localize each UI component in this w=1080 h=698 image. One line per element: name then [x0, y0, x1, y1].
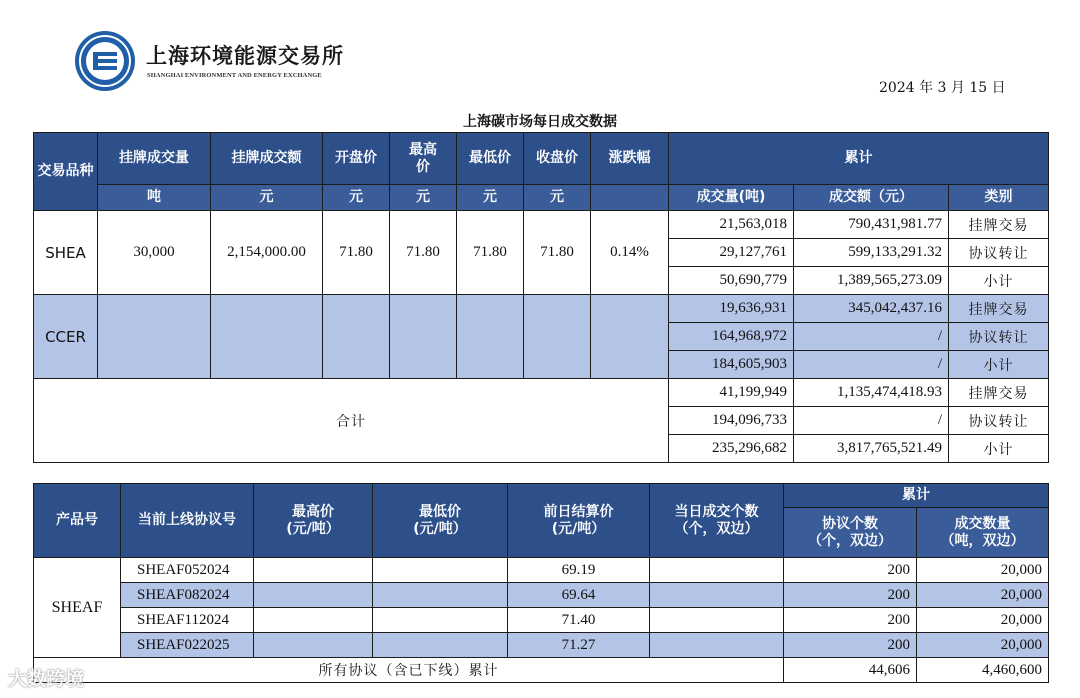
ccer-listed-volume	[98, 295, 211, 379]
cum-amount: 599,133,291.32	[794, 239, 949, 267]
cum-volume: 50,690,779	[669, 267, 794, 295]
cum-qty: 20,000	[917, 608, 1049, 633]
cum-type: 协议转让	[949, 407, 1049, 435]
ccer-open	[323, 295, 390, 379]
header-high-label: 最高价	[292, 503, 334, 520]
header-day-count	[650, 484, 784, 558]
cum-count: 200	[784, 633, 917, 658]
table-title: 上海碳市场每日成交数据	[463, 114, 617, 130]
ccer-close	[524, 295, 591, 379]
org-name: 上海环境能源交易所	[146, 43, 344, 68]
header-product-no: 产品号	[34, 484, 121, 558]
settle-price: 69.19	[508, 558, 650, 583]
futures-agreement-table	[33, 483, 1049, 683]
day-count	[650, 608, 784, 633]
header-listed-amount: 挂牌成交额	[211, 133, 323, 185]
total-cum-count: 44,606	[784, 658, 917, 683]
cum-qty: 20,000	[917, 558, 1049, 583]
header-low-label: 最低价	[419, 503, 461, 520]
header-cum-volume: 成交量(吨)	[669, 185, 794, 211]
contract-code: SHEAF052024	[121, 558, 254, 583]
shea-close: 71.80	[524, 211, 591, 295]
table-row	[34, 633, 1049, 658]
cum-type: 小计	[949, 435, 1049, 463]
header-low	[373, 484, 508, 558]
table-row	[34, 295, 1049, 323]
report-date: 2024 年 3 月 15 日	[879, 80, 1006, 96]
cum-volume: 164,968,972	[669, 323, 794, 351]
low-price	[373, 558, 508, 583]
header-cum-type: 类别	[949, 185, 1049, 211]
cum-volume: 194,096,733	[669, 407, 794, 435]
settle-price: 71.27	[508, 633, 650, 658]
low-price	[373, 583, 508, 608]
product-ccer: CCER	[34, 295, 98, 379]
cum-volume: 235,296,682	[669, 435, 794, 463]
header-high-unit: (元/吨）	[286, 520, 340, 537]
shea-open: 71.80	[323, 211, 390, 295]
cum-volume: 184,605,903	[669, 351, 794, 379]
product-shea: SHEA	[34, 211, 98, 295]
header-settle-label: 前日结算价	[543, 503, 614, 520]
header-listed-volume: 挂牌成交量	[98, 133, 211, 185]
header-cum-count-unit: （个，双边）	[808, 532, 892, 549]
day-count	[650, 633, 784, 658]
contract-code: SHEAF022025	[121, 633, 254, 658]
cum-amount: /	[794, 351, 949, 379]
header-cum-count	[784, 508, 917, 558]
day-count	[650, 558, 784, 583]
header-settle-unit: (元/吨）	[551, 520, 606, 537]
ccer-change	[591, 295, 669, 379]
header-low-unit: (元/吨）	[413, 520, 467, 537]
cum-amount: /	[794, 323, 949, 351]
total-cum-qty: 4,460,600	[917, 658, 1049, 683]
cum-volume: 29,127,761	[669, 239, 794, 267]
ccer-high	[390, 295, 457, 379]
header-cum-count-label: 协议个数	[822, 515, 878, 532]
header-product: 交易品种	[34, 133, 98, 211]
header-settle	[508, 484, 650, 558]
cum-qty: 20,000	[917, 583, 1049, 608]
cum-qty: 20,000	[917, 633, 1049, 658]
day-count	[650, 583, 784, 608]
header-change: 涨跌幅	[591, 133, 669, 185]
cum-type: 小计	[949, 351, 1049, 379]
header-cumulative: 累计	[784, 484, 1049, 508]
header-close: 收盘价	[524, 133, 591, 185]
settle-price: 69.64	[508, 583, 650, 608]
low-price	[373, 608, 508, 633]
ccer-low	[457, 295, 524, 379]
shea-high: 71.80	[390, 211, 457, 295]
high-price	[254, 608, 373, 633]
ccer-listed-amount	[211, 295, 323, 379]
unit-open: 元	[323, 185, 390, 211]
cum-type: 挂牌交易	[949, 295, 1049, 323]
cum-count: 200	[784, 608, 917, 633]
cum-amount: 1,135,474,418.93	[794, 379, 949, 407]
header-low: 最低价	[457, 133, 524, 185]
cum-amount: 1,389,565,273.09	[794, 267, 949, 295]
unit-low: 元	[457, 185, 524, 211]
cum-type: 小计	[949, 267, 1049, 295]
cum-type: 挂牌交易	[949, 379, 1049, 407]
header-cumulative: 累计	[669, 133, 1049, 185]
exchange-logo	[74, 30, 136, 92]
unit-amount: 元	[211, 185, 323, 211]
high-price	[254, 583, 373, 608]
table-row	[34, 379, 1049, 407]
header-high: 最高价	[390, 133, 457, 185]
watermark: 大数跨境	[8, 668, 85, 690]
unit-volume: 吨	[98, 185, 211, 211]
header-cum-qty	[917, 508, 1049, 558]
cum-volume: 21,563,018	[669, 211, 794, 239]
shea-listed-amount: 2,154,000.00	[211, 211, 323, 295]
header-day-count-label: 当日成交个数	[674, 503, 759, 520]
product-sheaf: SHEAF	[34, 558, 121, 658]
header-high	[254, 484, 373, 558]
table-row	[34, 558, 1049, 583]
table-row	[34, 211, 1049, 239]
table-row	[34, 658, 1049, 683]
cum-type: 挂牌交易	[949, 211, 1049, 239]
high-price	[254, 633, 373, 658]
cum-amount: 3,817,765,521.49	[794, 435, 949, 463]
cum-volume: 41,199,949	[669, 379, 794, 407]
shea-change: 0.14%	[591, 211, 669, 295]
high-price	[254, 558, 373, 583]
header-contract: 当前上线协议号	[121, 484, 254, 558]
all-agreements-total-label: 所有协议（含已下线）累计	[34, 658, 784, 683]
header-cum-qty-label: 成交数量	[954, 515, 1011, 532]
org-name-en: SHANGHAI ENVIRONMENT AND ENERGY EXCHANGE	[147, 72, 322, 79]
cum-amount: /	[794, 407, 949, 435]
header-cum-amount: 成交额（元）	[794, 185, 949, 211]
header-open: 开盘价	[323, 133, 390, 185]
cum-amount: 790,431,981.77	[794, 211, 949, 239]
contract-code: SHEAF112024	[121, 608, 254, 633]
total-label: 合计	[34, 379, 669, 463]
table-row	[34, 583, 1049, 608]
cum-type: 协议转让	[949, 239, 1049, 267]
cum-amount: 345,042,437.16	[794, 295, 949, 323]
table-row	[34, 608, 1049, 633]
low-price	[373, 633, 508, 658]
unit-close: 元	[524, 185, 591, 211]
shea-listed-volume: 30,000	[98, 211, 211, 295]
unit-change	[591, 185, 669, 211]
contract-code: SHEAF082024	[121, 583, 254, 608]
shea-low: 71.80	[457, 211, 524, 295]
header-cum-qty-unit: （吨，双边）	[940, 532, 1025, 549]
settle-price: 71.40	[508, 608, 650, 633]
cum-volume: 19,636,931	[669, 295, 794, 323]
cum-count: 200	[784, 558, 917, 583]
cum-count: 200	[784, 583, 917, 608]
cum-type: 协议转让	[949, 323, 1049, 351]
daily-trading-table	[33, 132, 1049, 463]
unit-high: 元	[390, 185, 457, 211]
header-day-count-unit: （个，双边）	[674, 520, 759, 537]
